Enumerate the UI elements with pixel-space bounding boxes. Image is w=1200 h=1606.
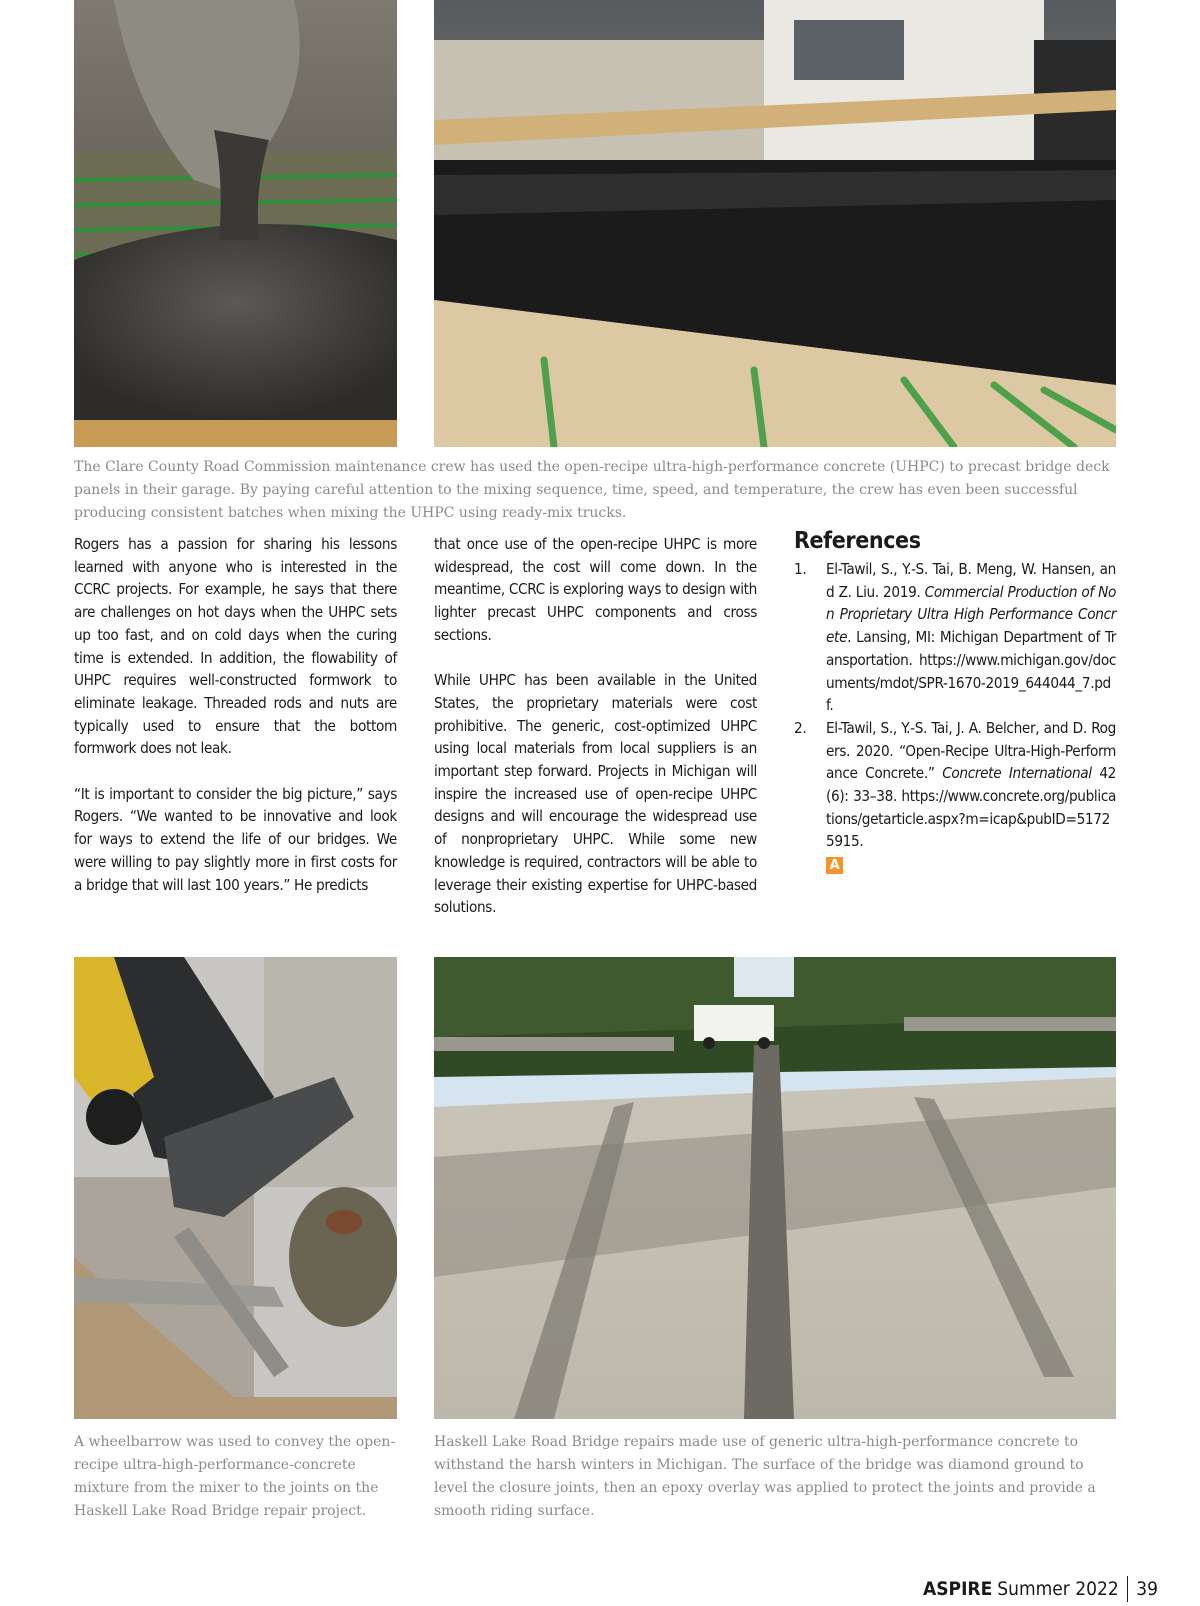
photo-precast-deck-panel xyxy=(434,0,1116,447)
reference-title: Concrete International xyxy=(942,764,1092,783)
caption-top-photos: The Clare County Road Commission maintenance crew has used the open-recipe ultra-high-performance concrete (UHPC) to precast bridge deck panels in their garage. By paying careful attention to the mixing sequence, time, speed, and temperature, the crew has even been successful producing consistent batches when mixing the UHPC using ready-mix trucks. xyxy=(74,459,1110,521)
reference-details: . Lansing, MI: Michigan Department of Transportation. https://www.michigan.gov/documents/mdot/SPR-1670-2019_644044_7.pdf. xyxy=(826,628,1116,715)
body-paragraph: “It is important to consider the big picture,” says Rogers. “We wanted to be innovative and look for ways to extend the life of our bridges. We were willing to pay slightly more in first costs for a bridge that will last 100 years.” He predicts xyxy=(74,784,397,894)
caption-bridge-photo: Haskell Lake Road Bridge repairs made use of generic ultra-high-performance concrete to withstand the harsh winters in Michigan. The surface of the bridge was diamond ground to level the closure joints, then an epoxy overlay was applied to protect the joints and provide a smooth riding surface. xyxy=(434,1434,1096,1519)
reference-number: 1. xyxy=(794,560,807,578)
reference-item xyxy=(794,717,1116,876)
reference-item xyxy=(794,558,1116,717)
reference-details: 42 (6): 33–38. https://www.concrete.org/publications/getarticle.aspx?m=icap&pubID=51725915. xyxy=(826,764,1116,851)
article-column-2 xyxy=(434,533,757,942)
body-paragraph: that once use of the open-recipe UHPC is more widespread, the cost will come down. In the meantime, CCRC is exploring ways to design with lighter precast UHPC components and cross sections. xyxy=(434,535,757,644)
magazine-brand: ASPIRE xyxy=(923,1578,993,1600)
caption-wheelbarrow-photo: A wheelbarrow was used to convey the open-recipe ultra-high-performance-concrete mixture from the mixer to the joints on the Haskell Lake Road Bridge repair project. xyxy=(74,1434,396,1519)
article-column-1 xyxy=(74,533,397,919)
page-footer xyxy=(923,1576,1158,1602)
photo-uhpc-pouring-from-mixer xyxy=(74,0,397,447)
reference-authors: El-Tawil, S., Y.-S. Tai, J. A. Belcher, and D. Rogers. 2020. “Open-Recipe Ultra-High-Performance Concrete.” xyxy=(826,718,1116,783)
issue-label: Summer 2022 xyxy=(997,1578,1119,1600)
article-end-mark-icon: A xyxy=(826,857,843,874)
reference-title: Commercial Production of Non Proprietary Ultra High Performance Concrete xyxy=(826,582,1116,647)
body-paragraph: While UHPC has been available in the United States, the proprietary materials were cost prohibitive. The generic, cost-optimized UHPC using local materials from local suppliers is an important step forward. Projects in Michigan will inspire the increased use of open-recipe UHPC designs and will encourage the widespread use of nonproprietary UHPC. While some new knowledge is required, contractors will be able to leverage their existing expertise for UHPC-based solutions. xyxy=(434,671,757,917)
page-number: 39 xyxy=(1136,1578,1158,1600)
reference-authors: El-Tawil, S., Y.-S. Tai, B. Meng, W. Hansen, and Z. Liu. 2019. xyxy=(826,560,1116,601)
reference-number: 2. xyxy=(794,718,807,737)
photo-wheelbarrow-pouring-joint xyxy=(74,957,397,1419)
references-list xyxy=(794,558,1116,876)
footer-divider xyxy=(1127,1576,1129,1602)
references-section xyxy=(794,526,1116,876)
references-heading: References xyxy=(794,528,921,554)
photo-haskell-lake-road-bridge xyxy=(434,957,1116,1419)
body-paragraph: Rogers has a passion for sharing his lessons learned with anyone who is interested in the CCRC projects. For example, he says that there are challenges on hot days when the UHPC sets up too fast, and on cold days when the curing time is extended. In addition, the flowability of UHPC requires well-constructed formwork to eliminate leakage. Threaded rods and nuts are typically used to ensure that the bottom formwork does not leak. xyxy=(74,535,397,758)
